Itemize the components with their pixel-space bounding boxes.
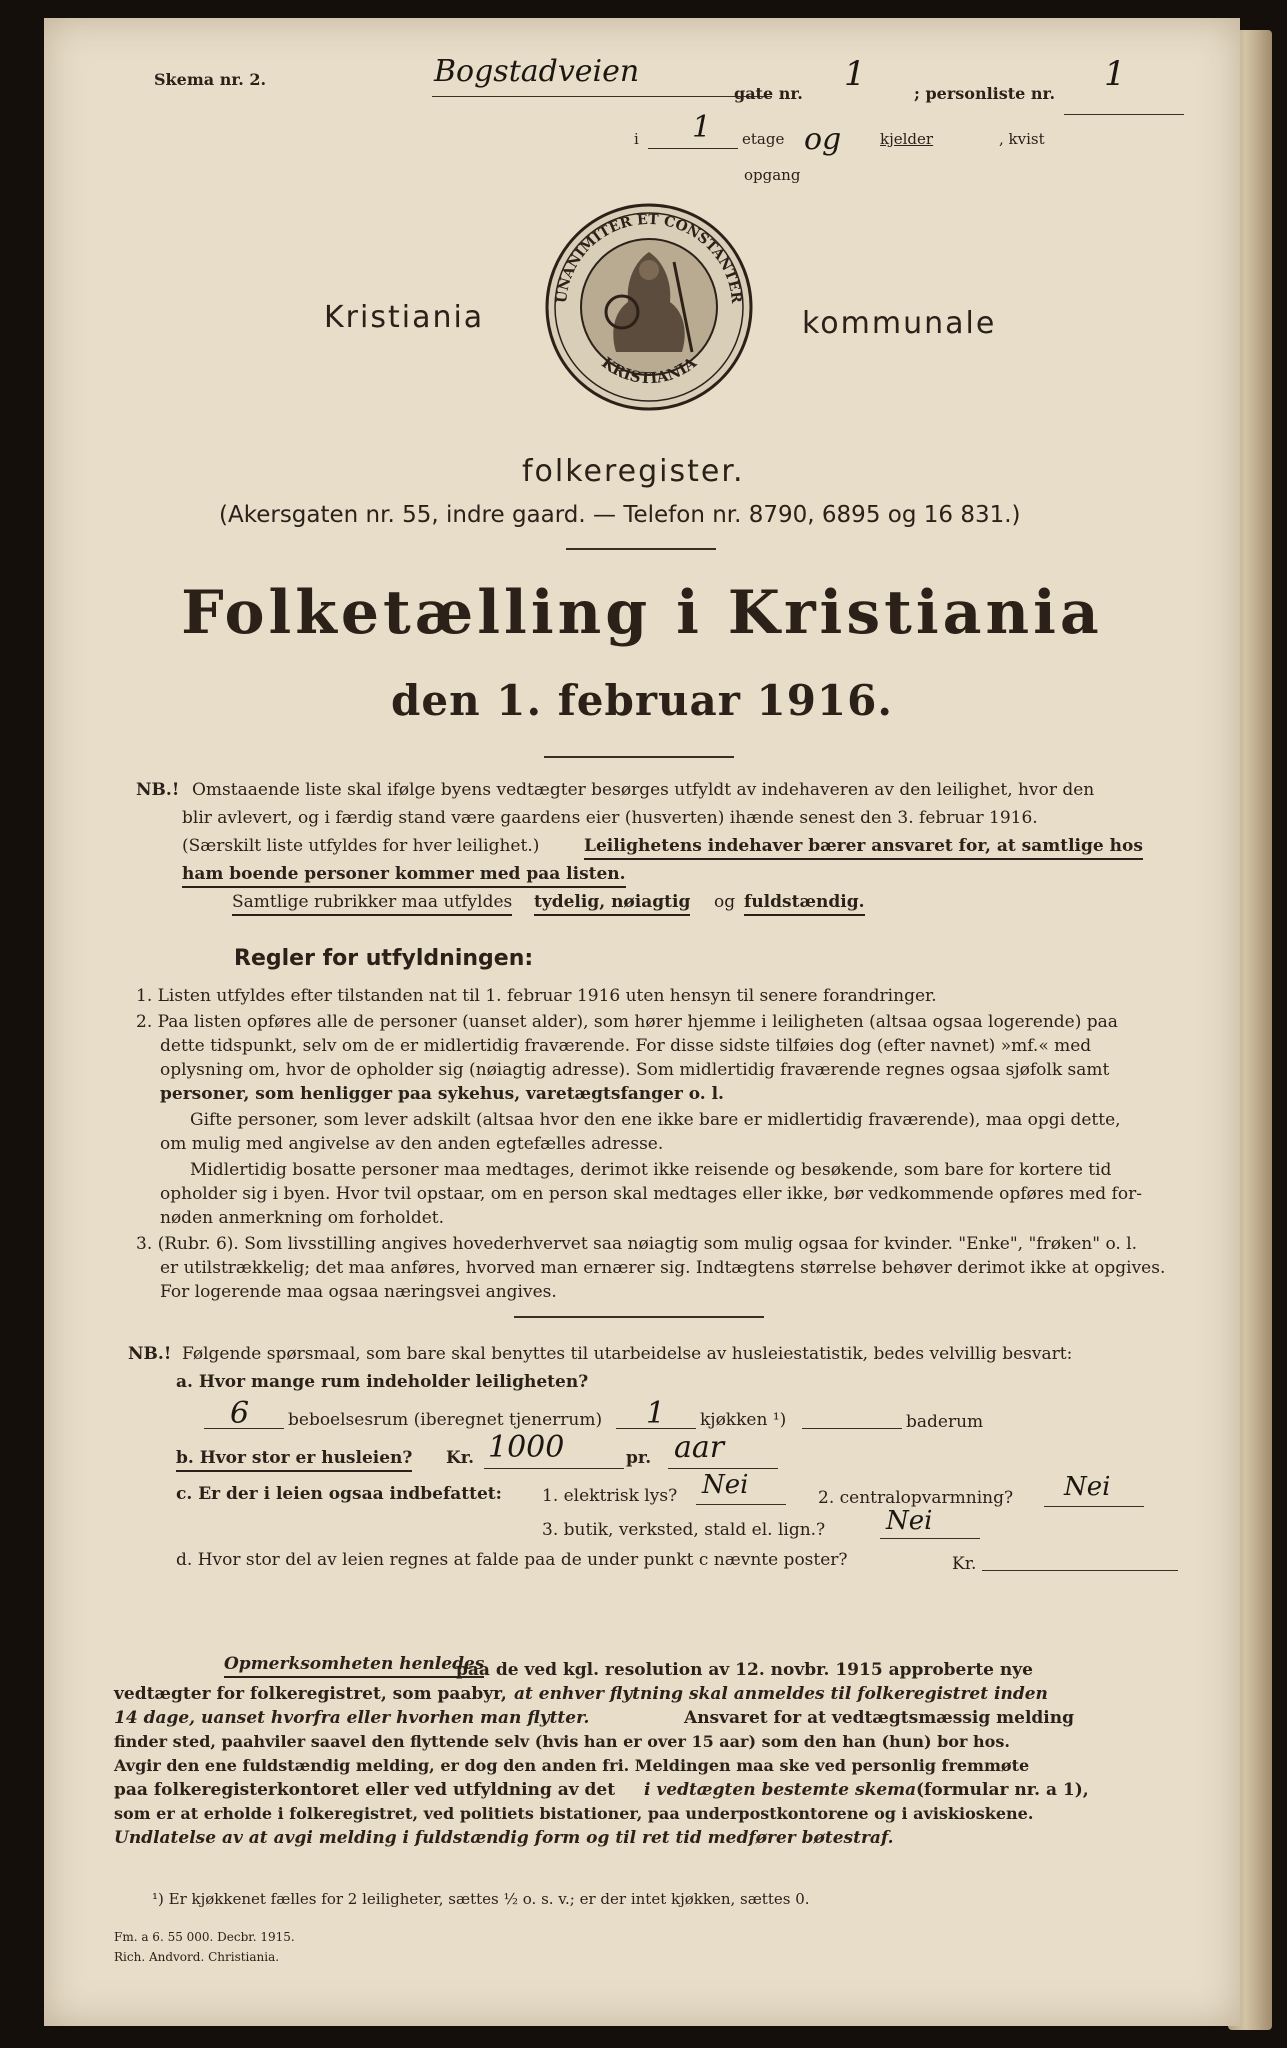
gate-nr-handwritten[interactable]: 1 (844, 54, 866, 94)
nb1-line5d: fuldstændig. (744, 890, 865, 916)
question-b: b. Hvor stor er husleien? (176, 1446, 412, 1472)
bath-line (802, 1428, 902, 1429)
opgang-label: opgang (744, 166, 801, 184)
bath-label: baderum (906, 1412, 984, 1432)
personliste-handwritten[interactable]: 1 (1104, 54, 1126, 94)
rule-1: 1. Listen utfyldes efter tilstanden nat til 1. februar 1916 uten hensyn til senere forandringer. (136, 986, 937, 1006)
kitchen-label: kjøkken ¹) (700, 1410, 787, 1430)
nb2-intro: Følgende spørsmaal, som bare skal benyttes til utarbeidelse av husleiestatistik, bedes velvillig besvart: (182, 1344, 1073, 1364)
notice-line6a: paa folkeregisterkontoret eller ved utfyldning av det (114, 1780, 616, 1800)
divider (514, 1316, 764, 1318)
period-line (668, 1468, 778, 1469)
og-handwritten[interactable]: og (804, 122, 842, 157)
footnote: ¹) Er kjøkkenet fælles for 2 leiligheter, sættes ½ o. s. v.; er der intet kjøkken, sættes 0. (152, 1890, 810, 1908)
org-address: (Akersgaten nr. 55, indre gaard. — Telefon nr. 8790, 6895 og 16 831.) (219, 502, 1021, 528)
c3-handwritten[interactable]: Nei (886, 1506, 933, 1536)
svg-text:UNANIMITER ET CONSTANTER (554, 212, 744, 304)
kitchen-line (616, 1428, 696, 1429)
c3-label: 3. butik, verksted, stald el. lign.? (542, 1520, 826, 1540)
rule-2-line3: oplysning om, hvor de opholder sig (nøiagtig adresse). Som midlertidig fraværende regnes ogsaa sjøfolk samt (160, 1060, 1110, 1080)
nb1-line2: blir avlevert, og i færdig stand være gaardens eier (husverten) ihænde senest den 3. februar 1916. (182, 808, 1038, 828)
skema-number: Skema nr. 2. (154, 70, 267, 89)
notice-line3b: Ansvaret for at vedtægtsmæssig melding (684, 1708, 1075, 1728)
rent-kr-label: Kr. (446, 1448, 475, 1468)
i-label: i (634, 130, 639, 148)
c1-label: 1. elektrisk lys? (542, 1486, 678, 1506)
rule-2-line1: 2. Paa listen opføres alle de personer (uanset alder), som hører hjemme i leiligheten (altsaa ogsaa logerende) paa (136, 1012, 1118, 1032)
rules-heading: Regler for utfyldningen: (234, 946, 534, 971)
nb1-line5c: og (714, 892, 736, 912)
rooms-label: beboelsesrum (iberegnet tjenerrum) (288, 1410, 603, 1430)
rule-2-line2: dette tidspunkt, selv om de er midlertidig fraværende. For disse sidste tilføies dog (efter navnet) »mf.« med (160, 1036, 1092, 1056)
census-form-sheet (44, 18, 1240, 2026)
svg-text:KRISTIANIA (598, 353, 700, 387)
nb1-line3a: (Særskilt liste utfyldes for hver leilighet.) (182, 836, 540, 856)
nb1-line4: ham boende personer kommer med paa listen. (182, 862, 626, 888)
rule-2-line4: personer, som henligger paa sykehus, varetægtsfanger o. l. (160, 1084, 724, 1104)
rule-2-line8: opholder sig i byen. Hvor tvil opstaar, om en person skal medtages eller ikke, bør vedkommende opføres med for- (160, 1184, 1142, 1204)
imprint-line2: Rich. Andvord. Christiania. (114, 1950, 280, 1964)
kitchen-handwritten[interactable]: 1 (646, 1396, 666, 1431)
notice-line2a: vedtægter for folkeregistret, som paabyr, (114, 1684, 507, 1704)
org-folkeregister: folkeregister. (522, 454, 745, 489)
etage-line (648, 148, 738, 149)
rule-2-line5: Gifte personer, som lever adskilt (altsaa hvor den ene ikke bare er midlertidig fraværende), maa opgi dette, (190, 1110, 1121, 1130)
notice-line8: Undlatelse av at avgi melding i fuldstændig form og til ret tid medfører bøtestraf. (114, 1828, 894, 1848)
notice-line6c: (formular nr. a 1), (916, 1780, 1089, 1800)
rent-handwritten[interactable]: 1000 (488, 1430, 565, 1465)
census-date: den 1. februar 1916. (390, 676, 893, 725)
rent-pr-label: pr. (626, 1448, 652, 1468)
etage-handwritten[interactable]: 1 (692, 110, 712, 145)
notice-line7: som er at erholde i folkeregistret, ved politiets bistationer, paa underpostkontorene og i aviskioskene. (114, 1804, 1034, 1823)
divider (566, 548, 716, 550)
question-c: c. Er der i leien ogsaa indbefattet: (176, 1484, 502, 1504)
d-kr-line (982, 1570, 1178, 1571)
d-kr-label: Kr. (952, 1554, 977, 1574)
kristiania-seal-emblem (544, 202, 754, 412)
personliste-label: ; personliste nr. (914, 84, 1056, 103)
rule-2-line6: om mulig med angivelse av den anden egtefælles adresse. (160, 1134, 664, 1154)
nb1-line3b: Leilighetens indehaver bærer ansvaret for, at samtlige hos (584, 834, 1143, 860)
org-kommunale: kommunale (802, 306, 997, 341)
seal-bottom-text: KRISTIANIA (598, 353, 700, 388)
notice-line4: finder sted, paahviler saavel den flyttende selv (hvis han er over 15 aar) som den han (hun) bor hos. (114, 1732, 1010, 1751)
period-handwritten[interactable]: aar (674, 1430, 725, 1465)
rule-3-line3: For logerende maa ogsaa næringsvei angives. (160, 1282, 557, 1302)
nb1-line1: Omstaaende liste skal ifølge byens vedtægter besørges utfyldt av indehaveren av den leilighet, hvor den (192, 780, 1095, 800)
seal-top-text: UNANIMITER ET CONSTANTER (553, 211, 745, 304)
divider (544, 756, 734, 758)
rule-2-line9: nøden anmerkning om forholdet. (160, 1208, 445, 1228)
rule-2-line7: Midlertidig bosatte personer maa medtages, derimot ikke reisende og besøkende, som bare for kortere tid (190, 1160, 1112, 1180)
street-line (432, 96, 772, 97)
notice-line6b: i vedtægten bestemte skema (644, 1780, 917, 1800)
rent-line (484, 1468, 624, 1469)
c3-line (880, 1538, 980, 1539)
notice-line5: Avgir den ene fuldstændig melding, er dog den anden fri. Meldingen maa ske ved personlig fremmøte (114, 1756, 1030, 1775)
personliste-line (1064, 114, 1184, 115)
etage-label: etage (742, 130, 785, 148)
c1-line (696, 1504, 786, 1505)
nb1-line5a: Samtlige rubrikker maa utfyldes (232, 890, 512, 916)
nb-label: NB.! (136, 780, 180, 800)
rooms-line (204, 1428, 284, 1429)
notice-line1a: Opmerksomheten henledes (224, 1652, 484, 1678)
street-name-handwritten[interactable]: Bogstadveien (434, 54, 640, 89)
nb1-line5b: tydelig, nøiagtig (534, 890, 690, 916)
c2-line (1044, 1506, 1144, 1507)
rule-3-line2: er utilstrækkelig; det maa anføres, hvorved man ernærer sig. Indtægtens størrelse behøver derimot ikke at opgives. (160, 1258, 1166, 1278)
gate-nr-label: gate nr. (734, 84, 803, 103)
c1-handwritten[interactable]: Nei (702, 1470, 749, 1500)
notice-line2b: at enhver flytning skal anmeldes til folkeregistret inden (514, 1684, 1048, 1704)
kjelder-label: kjelder (880, 130, 934, 148)
page-title: Folketælling i Kristiania (181, 578, 1103, 648)
nb2-label: NB.! (128, 1344, 172, 1364)
rooms-handwritten[interactable]: 6 (230, 1396, 250, 1431)
question-d: d. Hvor stor del av leien regnes at falde paa de under punkt c nævnte poster? (176, 1550, 848, 1570)
notice-line1b: paa de ved kgl. resolution av 12. novbr. 1915 approberte nye (456, 1660, 1033, 1680)
org-kristiania: Kristiania (324, 300, 485, 335)
imprint-line1: Fm. a 6. 55 000. Decbr. 1915. (114, 1930, 295, 1944)
c2-label: 2. centralopvarmning? (818, 1488, 1014, 1508)
kvist-label: , kvist (999, 130, 1045, 148)
question-a: a. Hvor mange rum indeholder leiligheten? (176, 1372, 589, 1392)
notice-line3a: 14 dage, uanset hvorfra eller hvorhen man flytter. (114, 1708, 590, 1728)
c2-handwritten[interactable]: Nei (1064, 1472, 1111, 1502)
rule-3-line1: 3. (Rubr. 6). Som livsstilling angives hovederhvervet saa nøiagtig som mulig ogsaa for kvinder. "Enke", "frøken" o. l. (136, 1234, 1138, 1254)
